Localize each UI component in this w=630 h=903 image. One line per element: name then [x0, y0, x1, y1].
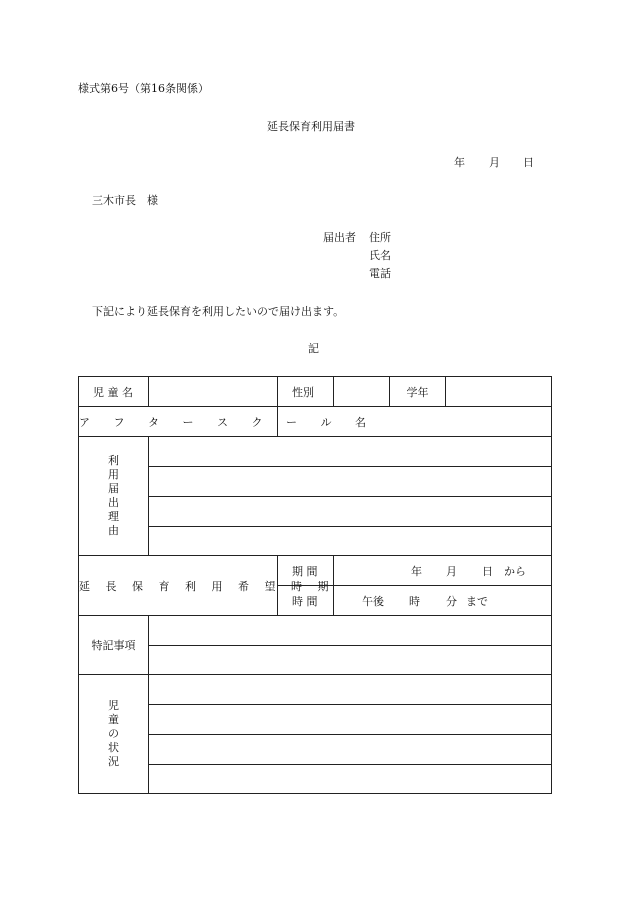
child-name-field[interactable] [149, 377, 278, 407]
time-field[interactable] [334, 586, 552, 616]
period-field[interactable] [334, 556, 552, 586]
row-status-2 [79, 705, 552, 735]
row-status-1 [79, 675, 552, 705]
reason-line-2[interactable] [149, 467, 552, 497]
application-table [78, 376, 552, 794]
reason-line-3[interactable] [149, 497, 552, 527]
row-status-3 [79, 735, 552, 765]
afterschool-label: ア フ タ ー ス ク ー ル 名 [79, 407, 278, 437]
name-label: 氏名 [369, 249, 391, 262]
time-pm: 午後 [362, 595, 384, 608]
row-child-name [79, 377, 552, 407]
reason-line-4[interactable] [149, 527, 552, 556]
row-reason-1 [79, 437, 552, 467]
special-notes-line-2[interactable] [149, 646, 552, 675]
row-afterschool [79, 407, 552, 437]
time-until: まで [466, 595, 488, 608]
time-minute: 分 [446, 595, 457, 608]
special-notes-label: 特記事項 [79, 616, 149, 675]
row-reason-4 [79, 527, 552, 556]
period-month: 月 [446, 565, 457, 578]
period-from: から [504, 565, 526, 578]
form-number: 様式第6号（第16条関係） [78, 82, 209, 95]
time-label: 時 間 [278, 586, 334, 616]
period-year: 年 [411, 565, 422, 578]
address-label: 住所 [369, 231, 391, 244]
reason-label [79, 437, 149, 556]
grade-field[interactable] [446, 377, 552, 407]
applicant-label: 届出者 [323, 231, 356, 244]
intro-text: 下記により延長保育を利用したいので届け出ます。 [92, 305, 345, 318]
row-reason-3 [79, 497, 552, 527]
row-period [79, 556, 552, 586]
child-status-line-2[interactable] [149, 705, 552, 735]
child-status-label [79, 675, 149, 794]
row-status-4 [79, 765, 552, 794]
row-reason-2 [79, 467, 552, 497]
ki-label: 記 [308, 342, 319, 355]
child-name-label: 児 童 名 [79, 377, 149, 407]
extension-label: 延 長 保 育 利 用 希 望 時 期 [79, 556, 278, 616]
gender-label: 性別 [278, 377, 334, 407]
reason-label-vertical: 利 用 届 出 理 由 [108, 454, 119, 537]
child-status-label-vertical: 児 童 の 状 況 [108, 699, 119, 768]
phone-label: 電話 [369, 267, 391, 280]
period-label: 期 間 [278, 556, 334, 586]
grade-label: 学年 [390, 377, 446, 407]
special-notes-line-1[interactable] [149, 616, 552, 646]
time-hour: 時 [409, 595, 420, 608]
row-special-2 [79, 646, 552, 675]
addressee: 三木市長 様 [92, 194, 158, 207]
form-title: 延長保育利用届書 [267, 120, 355, 133]
reason-line-1[interactable] [149, 437, 552, 467]
child-status-line-1[interactable] [149, 675, 552, 705]
date-year: 年 [454, 156, 465, 169]
date-month: 月 [489, 156, 500, 169]
date-day: 日 [523, 156, 534, 169]
gender-field[interactable] [334, 377, 390, 407]
period-day: 日 [482, 565, 493, 578]
row-special-1 [79, 616, 552, 646]
child-status-line-3[interactable] [149, 735, 552, 765]
child-status-line-4[interactable] [149, 765, 552, 794]
